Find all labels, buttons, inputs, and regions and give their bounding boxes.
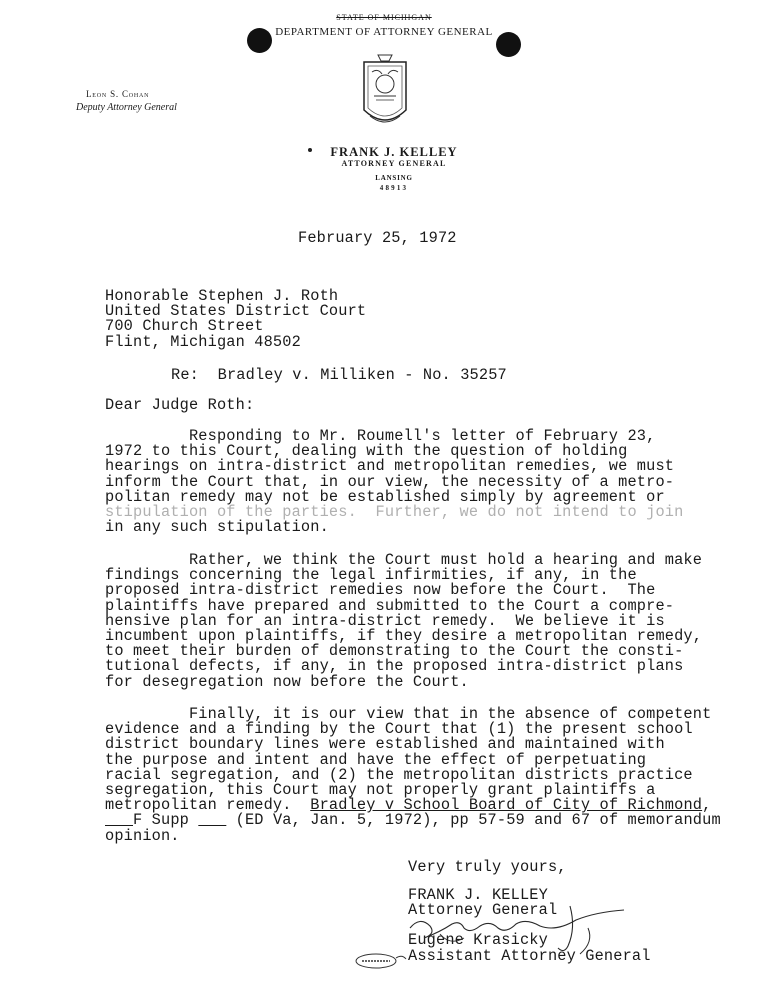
deputy-name: Leon S. Cohan: [86, 89, 150, 99]
salutation: Dear Judge Roth:: [105, 396, 255, 414]
citation-prefix: metropolitan remedy.: [105, 796, 311, 815]
handwritten-signature-icon: [380, 898, 650, 958]
addressee-block: [105, 289, 366, 350]
attorney-general-title: ATTORNEY GENERAL: [341, 159, 447, 168]
letter-date: February 25, 1972: [298, 229, 457, 247]
reporter-blank-page: [198, 811, 226, 829]
body-line: proposed intra-district remedies now before the Court. The: [105, 581, 656, 600]
addressee-line: 700 Church Street: [105, 317, 264, 336]
body-line: in any such stipulation.: [105, 518, 329, 537]
addressee-line: Honorable Stephen J. Roth: [105, 287, 339, 305]
body-line: hensive plan for an intra-district remedy. We believe it is: [105, 611, 665, 630]
assistant-title: Assistant Attorney General: [408, 946, 651, 965]
paragraph-1: [105, 429, 683, 535]
body-line: politan remedy may not be established simply by agreement or: [105, 487, 665, 506]
reporter-name: F Supp: [133, 811, 199, 830]
body-line: findings concerning the legal infirmities, if any, in the: [105, 566, 637, 585]
addressee-line: Flint, Michigan 48502: [105, 332, 301, 351]
body-line: Rather, we think the Court must hold a hearing and make: [105, 551, 703, 569]
body-line: the purpose and intent and have the effect of perpetuating: [105, 750, 647, 769]
addressee-line: United States District Court: [105, 302, 367, 321]
body-line: opinion.: [105, 826, 180, 845]
letterhead-department: DEPARTMENT OF ATTORNEY GENERAL: [275, 26, 493, 38]
michigan-seal-icon: [356, 52, 414, 132]
signer-name: FRANK J. KELLEY: [408, 886, 548, 904]
body-line: district boundary lines were established and maintained with: [105, 735, 665, 754]
citation-comma: ,: [702, 796, 712, 815]
signer-title: Attorney General: [408, 901, 558, 920]
attorney-general-name: FRANK J. KELLEY: [330, 145, 458, 159]
letterhead-zip: 48913: [379, 184, 409, 192]
letterhead-city: LANSING: [375, 174, 413, 182]
re-line: Re: Bradley v. Milliken - No. 35257: [171, 366, 507, 384]
body-line-faded: stipulation of the parties. Further, we do not intend to join: [105, 503, 684, 522]
body-line: Responding to Mr. Roumell's letter of February 23,: [105, 427, 656, 445]
reporter-rest: (ED Va, Jan. 5, 1972), pp 57-59 and 67 of memorandum: [226, 811, 721, 830]
body-line: segregation, this Court may not properly grant plaintiffs a: [105, 781, 656, 800]
body-line-reporter: [105, 813, 721, 828]
body-line: 1972 to this Court, dealing with the question of holding: [105, 442, 628, 461]
body-line: hearings on intra-district and metropolitan remedies, we must: [105, 457, 675, 476]
body-line: incumbent upon plaintiffs, if they desire a metropolitan remedy,: [105, 627, 703, 646]
body-line: inform the Court that, in our view, the necessity of a metro-: [105, 472, 675, 491]
paragraph-2: [105, 553, 702, 690]
body-line: tutional defects, if any, in the proposed intra-district plans: [105, 657, 684, 676]
deputy-title: Deputy Attorney General: [76, 102, 177, 113]
body-line: evidence and a finding by the Court that (1) the present school: [105, 720, 693, 739]
body-line: for desegregation now before the Court.: [105, 672, 469, 691]
closing: Very truly yours,: [408, 858, 567, 876]
body-line: racial segregation, and (2) the metropolitan districts practice: [105, 765, 693, 784]
assistant-name: Eugene Krasicky: [408, 931, 548, 950]
paragraph-3: [105, 707, 721, 844]
body-line: plaintiffs have prepared and submitted to the Court a compre-: [105, 596, 675, 615]
stamp-icon: [352, 950, 408, 972]
body-line: Finally, it is our view that in the absence of competent: [105, 705, 712, 723]
body-line: to meet their burden of demonstrating to the Court the consti-: [105, 642, 684, 661]
letterhead-state: STATE OF MICHIGAN: [336, 13, 432, 22]
citation-case-name: Bradley v School Board of City of Richmond: [310, 796, 703, 815]
